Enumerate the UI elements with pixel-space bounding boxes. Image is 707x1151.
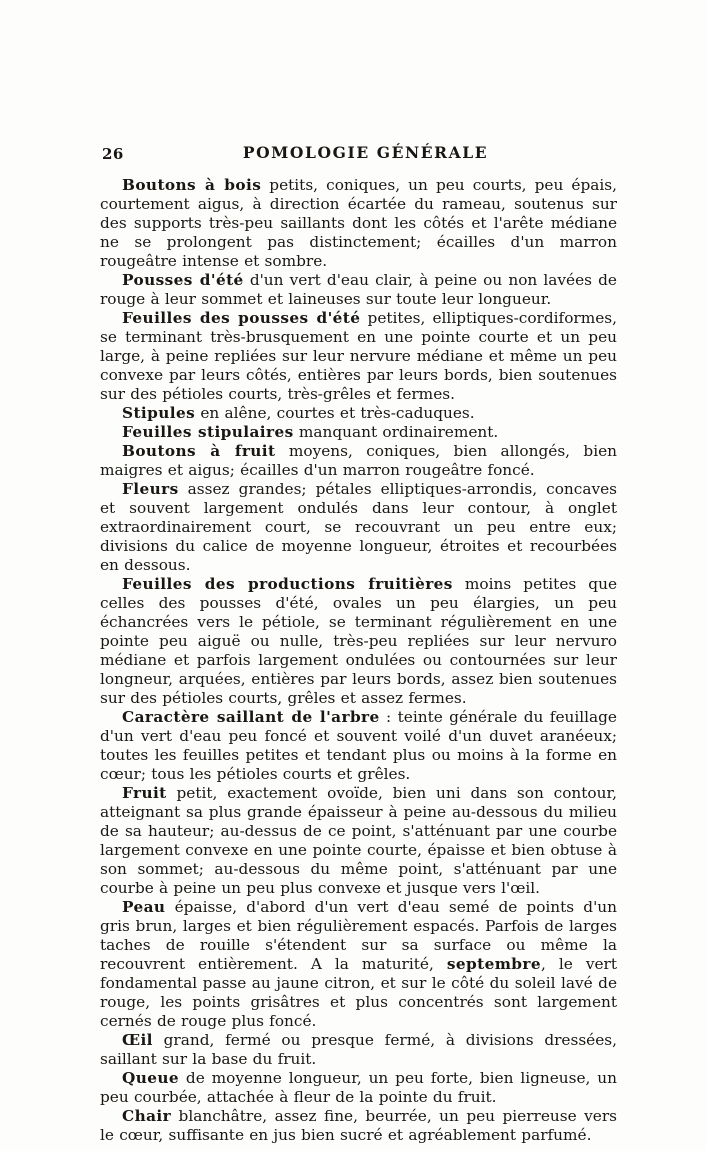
paragraph-lead: Feuilles des productions fruitières bbox=[122, 575, 453, 593]
paragraph-text: d'un vert d'eau clair, à peine ou non lavées de rouge à leur sommet et laineuses sur toute leur longueur. bbox=[100, 271, 617, 308]
page-number: 26 bbox=[102, 145, 124, 163]
paragraph bbox=[100, 309, 617, 404]
paragraph bbox=[100, 442, 617, 480]
paragraph-text: moyens, coniques, bien allongés, bien maigres et aigus; écailles d'un marron rougeâtre foncé. bbox=[100, 442, 617, 479]
paragraph-lead: Peau bbox=[122, 898, 166, 916]
paragraph bbox=[100, 404, 617, 423]
paragraph-text: assez grandes; pétales elliptiques-arrondis, concaves et souvent largement ondulés dans leur contour, à onglet extraordinairement court, se recouvrant un peu entre eux; divisions du calice de moyenne longueur, étroites et recourbées en dessous. bbox=[100, 480, 617, 574]
paragraph-lead: septembre bbox=[446, 955, 541, 973]
paragraph-lead: Boutons à bois bbox=[122, 176, 262, 194]
paragraph-text: blanchâtre, assez fine, beurrée, un peu pierreuse vers le cœur, suffisante en jus bien sucré et agréablement parfumé. bbox=[100, 1107, 617, 1144]
paragraph-lead: Feuilles des pousses d'été bbox=[122, 309, 361, 327]
paragraph bbox=[100, 176, 617, 271]
paragraph-text: petites, elliptiques-cordiformes, se terminant très-brusquement en une pointe courte et un peu large, à peine repliées sur leur nervure médiane et même un peu convexe par leurs côtés, entières par leurs bords, bien soutenues sur des pétioles courts, très-grêles et fermes. bbox=[100, 309, 617, 403]
paragraph-text: en alêne, courtes et très-caduques. bbox=[195, 404, 475, 422]
paragraph-lead: Caractère saillant de l'arbre bbox=[122, 708, 380, 726]
paragraph-text: petit, exactement ovoïde, bien uni dans son contour, atteignant sa plus grande épaisseur à peine au-dessous du milieu de sa hauteur; au-dessus de ce point, s'atténuant par une courbe largement convexe en une pointe courte, épaisse et bien obtuse à son sommet; au-dessous du même point, s'atténuant par une courbe à peine un peu plus convexe et jusque vers l'œil. bbox=[100, 784, 617, 897]
paragraph bbox=[100, 1069, 617, 1107]
paragraph bbox=[100, 784, 617, 898]
paragraph-text: moins petites que celles des pousses d'été, ovales un peu élargies, un peu échancrées vers le pétiole, se terminant régulièrement en une pointe peu aiguë ou nulle, très-peu repliées sur leur nervuro médiane et parfois largement ondulées ou contournées sur leur longneur, arquées, entières par leurs bords, assez bien soutenues sur des pétioles courts, grêles et assez fermes. bbox=[100, 575, 617, 707]
paragraph-text: de moyenne longueur, un peu forte, bien ligneuse, un peu courbée, attachée à fleur de la pointe du fruit. bbox=[100, 1069, 617, 1106]
paragraph-lead: Feuilles stipulaires bbox=[122, 423, 294, 441]
paragraph-lead: Pousses d'été bbox=[122, 271, 244, 289]
paragraph-lead: Fruit bbox=[122, 784, 167, 802]
paragraph bbox=[100, 1107, 617, 1145]
paragraph-text: épaisse, d'abord d'un vert d'eau semé de points d'un gris brun, larges et bien régulièrement espacés. Parfois de larges taches de rouille s'étendent sur sa surface ou même la recouvrent entièrement. A la maturité, bbox=[100, 898, 617, 973]
paragraph-text: grand, fermé ou presque fermé, à divisions dressées, saillant sur la base du fruit. bbox=[100, 1031, 617, 1068]
paragraph-lead: Œil bbox=[122, 1031, 153, 1049]
paragraph bbox=[100, 1031, 617, 1069]
paragraph bbox=[100, 708, 617, 784]
page-header bbox=[100, 143, 617, 165]
paragraph bbox=[100, 271, 617, 309]
paragraph-lead: Stipules bbox=[122, 404, 196, 422]
paragraph-text: manquant ordinairement. bbox=[293, 423, 499, 441]
paragraph bbox=[100, 480, 617, 575]
paragraph-lead: Fleurs bbox=[122, 480, 179, 498]
page-body bbox=[100, 176, 617, 1145]
paragraph-text: petits, coniques, un peu courts, peu épais, courtement aigus, à direction écartée du rameau, soutenus sur des supports très-peu saillants dont les côtés et l'arête médiane ne se prolongent pas distinctement; écailles d'un marron rougeâtre intense et sombre. bbox=[100, 176, 617, 270]
paragraph-lead: Chair bbox=[122, 1107, 172, 1125]
paragraph-text: : teinte générale du feuillage d'un vert d'eau peu foncé et souvent voilé d'un duvet aranéeux; toutes les feuilles petites et tendant plus ou moins à la forme en cœur; tous les pétioles courts et grêles. bbox=[100, 708, 617, 783]
paragraph-lead: Queue bbox=[122, 1069, 180, 1087]
paragraph-lead: Boutons à fruit bbox=[122, 442, 276, 460]
running-title: POMOLOGIE GÉNÉRALE bbox=[242, 143, 489, 162]
paragraph bbox=[100, 575, 617, 708]
paragraph-text: , le vert fondamental passe au jaune citron, et sur le côté du soleil lavé de rouge, les points grisâtres et plus concentrés sont largement cernés de rouge plus foncé. bbox=[100, 955, 617, 1030]
paragraph bbox=[100, 423, 617, 442]
paragraph bbox=[100, 898, 617, 1031]
